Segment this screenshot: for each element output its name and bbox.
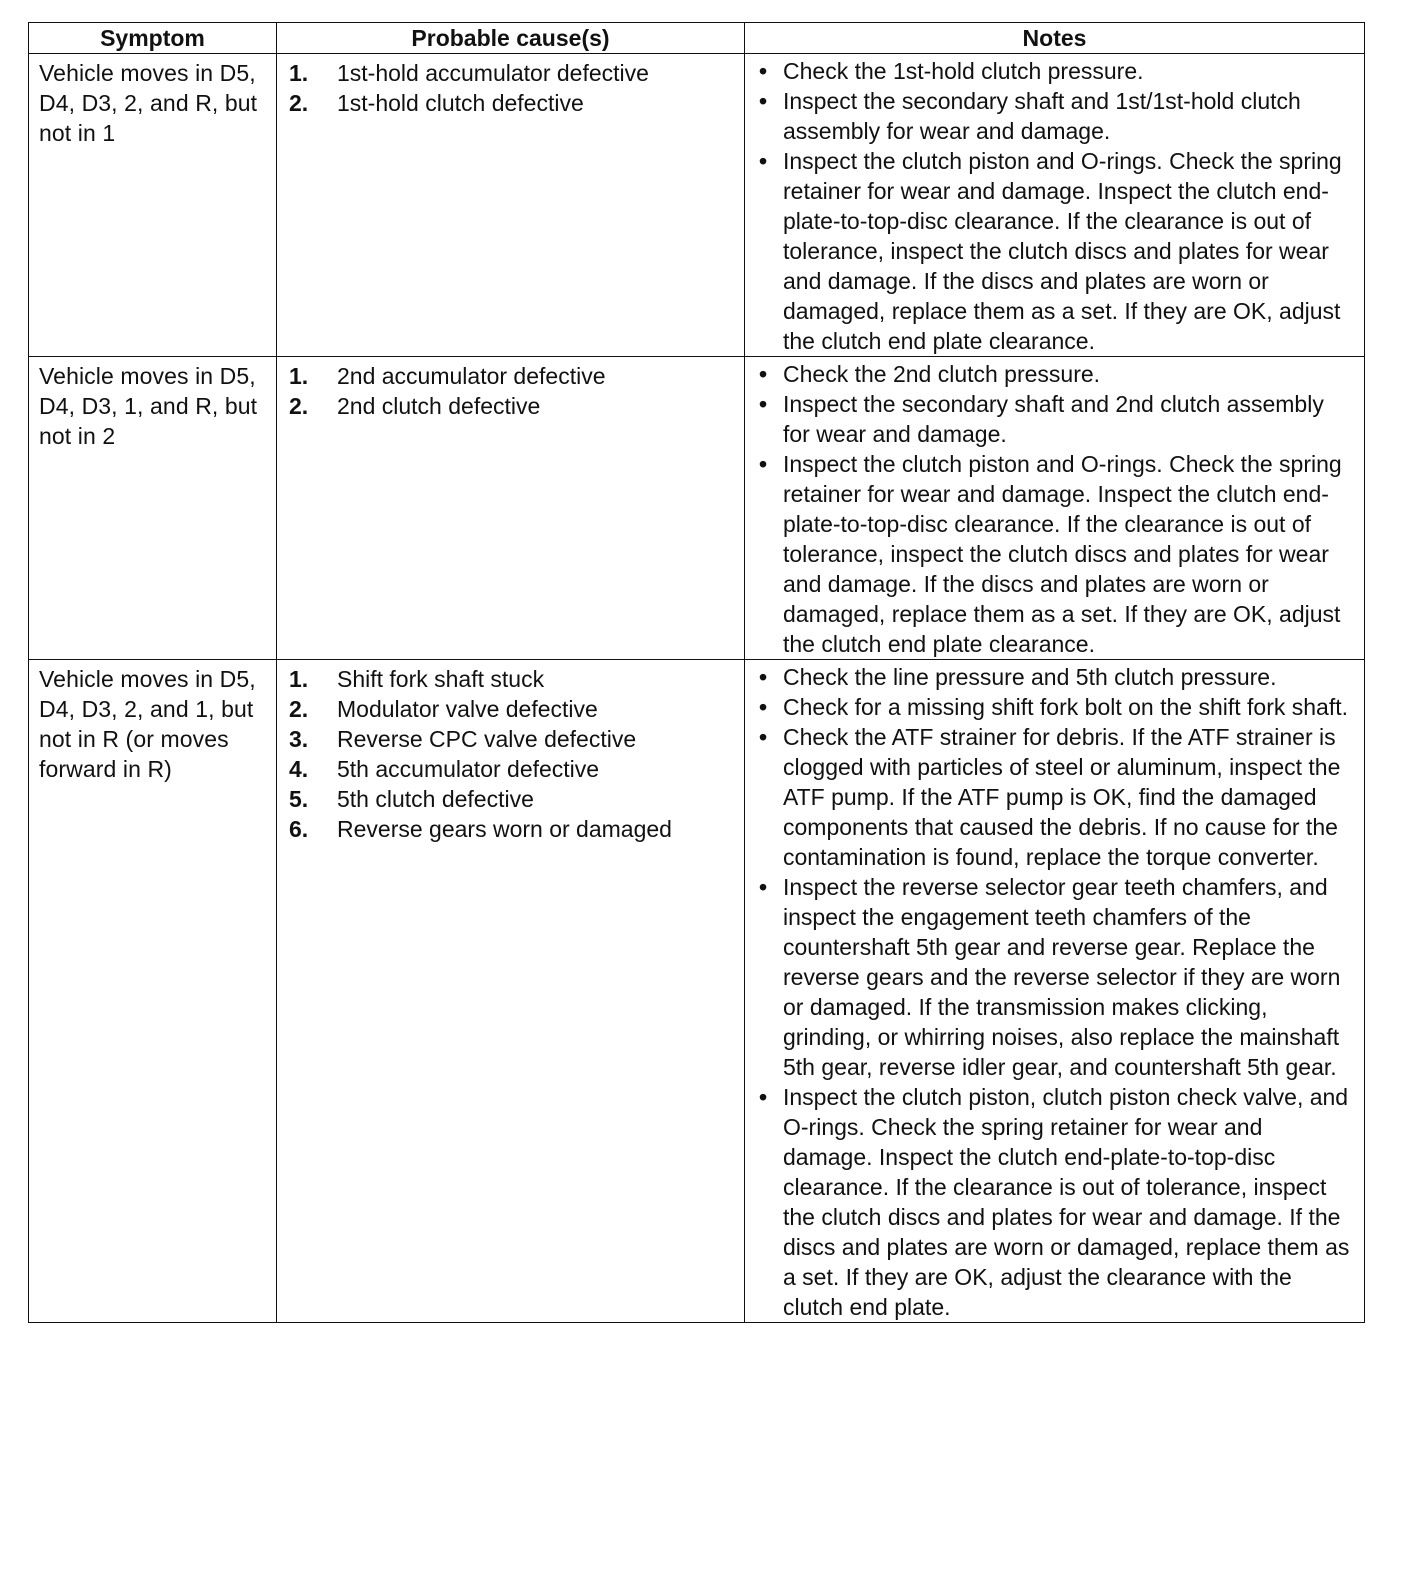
note-item bbox=[759, 662, 1356, 692]
note-text: Check for a missing shift fork bolt on the shift fork shaft. bbox=[783, 694, 1349, 720]
note-item bbox=[759, 872, 1356, 1082]
cause-item bbox=[289, 664, 738, 694]
cause-text: 2nd clutch defective bbox=[337, 393, 541, 419]
cause-item bbox=[289, 814, 738, 844]
causes-cell bbox=[277, 54, 745, 357]
note-text: Inspect the clutch piston, clutch piston check valve, and O-rings. Check the spring retainer for wear and damage. Inspect the clutch end-plate-to-top-disc clearance. If the clearance is out of tolerance, inspect the clutch discs and plates for wear and damage. If the discs and plates are worn or damaged, replace them as a set. If they are OK, adjust the clearance with the clutch end plate. bbox=[783, 1084, 1350, 1320]
bullet-icon: • bbox=[759, 664, 768, 690]
note-item bbox=[759, 389, 1356, 449]
note-text: Inspect the clutch piston and O-rings. Check the spring retainer for wear and damage. Inspect the clutch end-plate-to-top-disc clearance. If the clearance is out of tolerance, inspect the clutch discs and plates for wear and damage. If the discs and plates are worn or damaged, replace them as a set. If they are OK, adjust the clutch end plate clearance. bbox=[783, 148, 1342, 354]
note-item bbox=[759, 359, 1356, 389]
troubleshooting-table bbox=[28, 22, 1365, 1323]
cause-item bbox=[289, 361, 738, 391]
note-text: Inspect the clutch piston and O-rings. Check the spring retainer for wear and damage. Inspect the clutch end-plate-to-top-disc clearance. If the clearance is out of tolerance, inspect the clutch discs and plates for wear and damage. If the discs and plates are worn or damaged, replace them as a set. If they are OK, adjust the clutch end plate clearance. bbox=[783, 451, 1342, 657]
header-symptom: Symptom bbox=[29, 23, 277, 54]
bullet-icon: • bbox=[759, 361, 768, 387]
note-item bbox=[759, 56, 1356, 86]
note-text: Check the line pressure and 5th clutch pressure. bbox=[783, 664, 1277, 690]
cause-number: 1. bbox=[289, 666, 309, 692]
bullet-icon: • bbox=[759, 694, 768, 720]
note-item bbox=[759, 86, 1356, 146]
cause-text: 1st-hold accumulator defective bbox=[337, 60, 649, 86]
symptom-text: Vehicle moves in D5, D4, D3, 2, and 1, but not in R (or moves forward in R) bbox=[39, 666, 256, 782]
bullet-icon: • bbox=[759, 391, 768, 417]
symptom-cell bbox=[29, 357, 277, 660]
note-text: Inspect the secondary shaft and 2nd clutch assembly for wear and damage. bbox=[783, 391, 1324, 447]
notes-list bbox=[745, 660, 1364, 1322]
cause-number: 5. bbox=[289, 786, 309, 812]
notes-cell bbox=[745, 54, 1365, 357]
cause-item bbox=[289, 58, 738, 88]
note-text: Check the 2nd clutch pressure. bbox=[783, 361, 1101, 387]
cause-text: 2nd accumulator defective bbox=[337, 363, 606, 389]
cause-number: 2. bbox=[289, 393, 309, 419]
cause-number: 6. bbox=[289, 816, 309, 842]
notes-cell bbox=[745, 357, 1365, 660]
symptom-cell bbox=[29, 660, 277, 1323]
bullet-icon: • bbox=[759, 58, 768, 84]
note-text: Check the 1st-hold clutch pressure. bbox=[783, 58, 1144, 84]
causes-cell bbox=[277, 660, 745, 1323]
symptom-text: Vehicle moves in D5, D4, D3, 1, and R, but not in 2 bbox=[39, 363, 258, 449]
causes-cell bbox=[277, 357, 745, 660]
note-item bbox=[759, 722, 1356, 872]
bullet-icon: • bbox=[759, 724, 768, 750]
cause-item bbox=[289, 784, 738, 814]
note-item bbox=[759, 1082, 1356, 1322]
note-text: Inspect the secondary shaft and 1st/1st-hold clutch assembly for wear and damage. bbox=[783, 88, 1301, 144]
cause-number: 4. bbox=[289, 756, 309, 782]
notes-list bbox=[745, 54, 1364, 356]
notes-cell bbox=[745, 660, 1365, 1323]
cause-list bbox=[277, 54, 744, 120]
cause-item bbox=[289, 88, 738, 118]
cause-item bbox=[289, 694, 738, 724]
bullet-icon: • bbox=[759, 148, 768, 174]
cause-text: Reverse gears worn or damaged bbox=[337, 816, 672, 842]
cause-item bbox=[289, 724, 738, 754]
table-row bbox=[29, 660, 1365, 1323]
cause-item bbox=[289, 391, 738, 421]
bullet-icon: • bbox=[759, 451, 768, 477]
cause-list bbox=[277, 660, 744, 846]
note-text: Check the ATF strainer for debris. If the ATF strainer is clogged with particles of steel or aluminum, inspect the ATF pump. If the ATF pump is OK, find the damaged components that caused the debris. If no cause for the contamination is found, replace the torque converter. bbox=[783, 724, 1341, 870]
cause-number: 2. bbox=[289, 696, 309, 722]
note-item bbox=[759, 449, 1356, 659]
header-row bbox=[29, 23, 1365, 54]
cause-text: 1st-hold clutch defective bbox=[337, 90, 584, 116]
cause-number: 1. bbox=[289, 363, 309, 389]
cause-number: 3. bbox=[289, 726, 309, 752]
table-row bbox=[29, 54, 1365, 357]
cause-list bbox=[277, 357, 744, 423]
header-notes: Notes bbox=[745, 23, 1365, 54]
cause-text: Reverse CPC valve defective bbox=[337, 726, 637, 752]
cause-item bbox=[289, 754, 738, 784]
cause-text: Shift fork shaft stuck bbox=[337, 666, 545, 692]
cause-number: 2. bbox=[289, 90, 309, 116]
cause-text: 5th clutch defective bbox=[337, 786, 534, 812]
cause-text: 5th accumulator defective bbox=[337, 756, 600, 782]
troubleshooting-page bbox=[28, 22, 1364, 1323]
symptom-cell bbox=[29, 54, 277, 357]
note-item bbox=[759, 692, 1356, 722]
bullet-icon: • bbox=[759, 88, 768, 114]
note-item bbox=[759, 146, 1356, 356]
notes-list bbox=[745, 357, 1364, 659]
note-text: Inspect the reverse selector gear teeth chamfers, and inspect the engagement teeth chamfers of the countershaft 5th gear and reverse gear. Replace the reverse gears and the reverse selector if they are worn or damaged. If the transmission makes clicking, grinding, or whirring noises, also replace the mainshaft 5th gear, reverse idler gear, and countershaft 5th gear. bbox=[783, 874, 1341, 1080]
bullet-icon: • bbox=[759, 874, 768, 900]
table-row bbox=[29, 357, 1365, 660]
bullet-icon: • bbox=[759, 1084, 768, 1110]
cause-number: 1. bbox=[289, 60, 309, 86]
symptom-text: Vehicle moves in D5, D4, D3, 2, and R, but not in 1 bbox=[39, 60, 258, 146]
cause-text: Modulator valve defective bbox=[337, 696, 598, 722]
header-probable-causes: Probable cause(s) bbox=[277, 23, 745, 54]
